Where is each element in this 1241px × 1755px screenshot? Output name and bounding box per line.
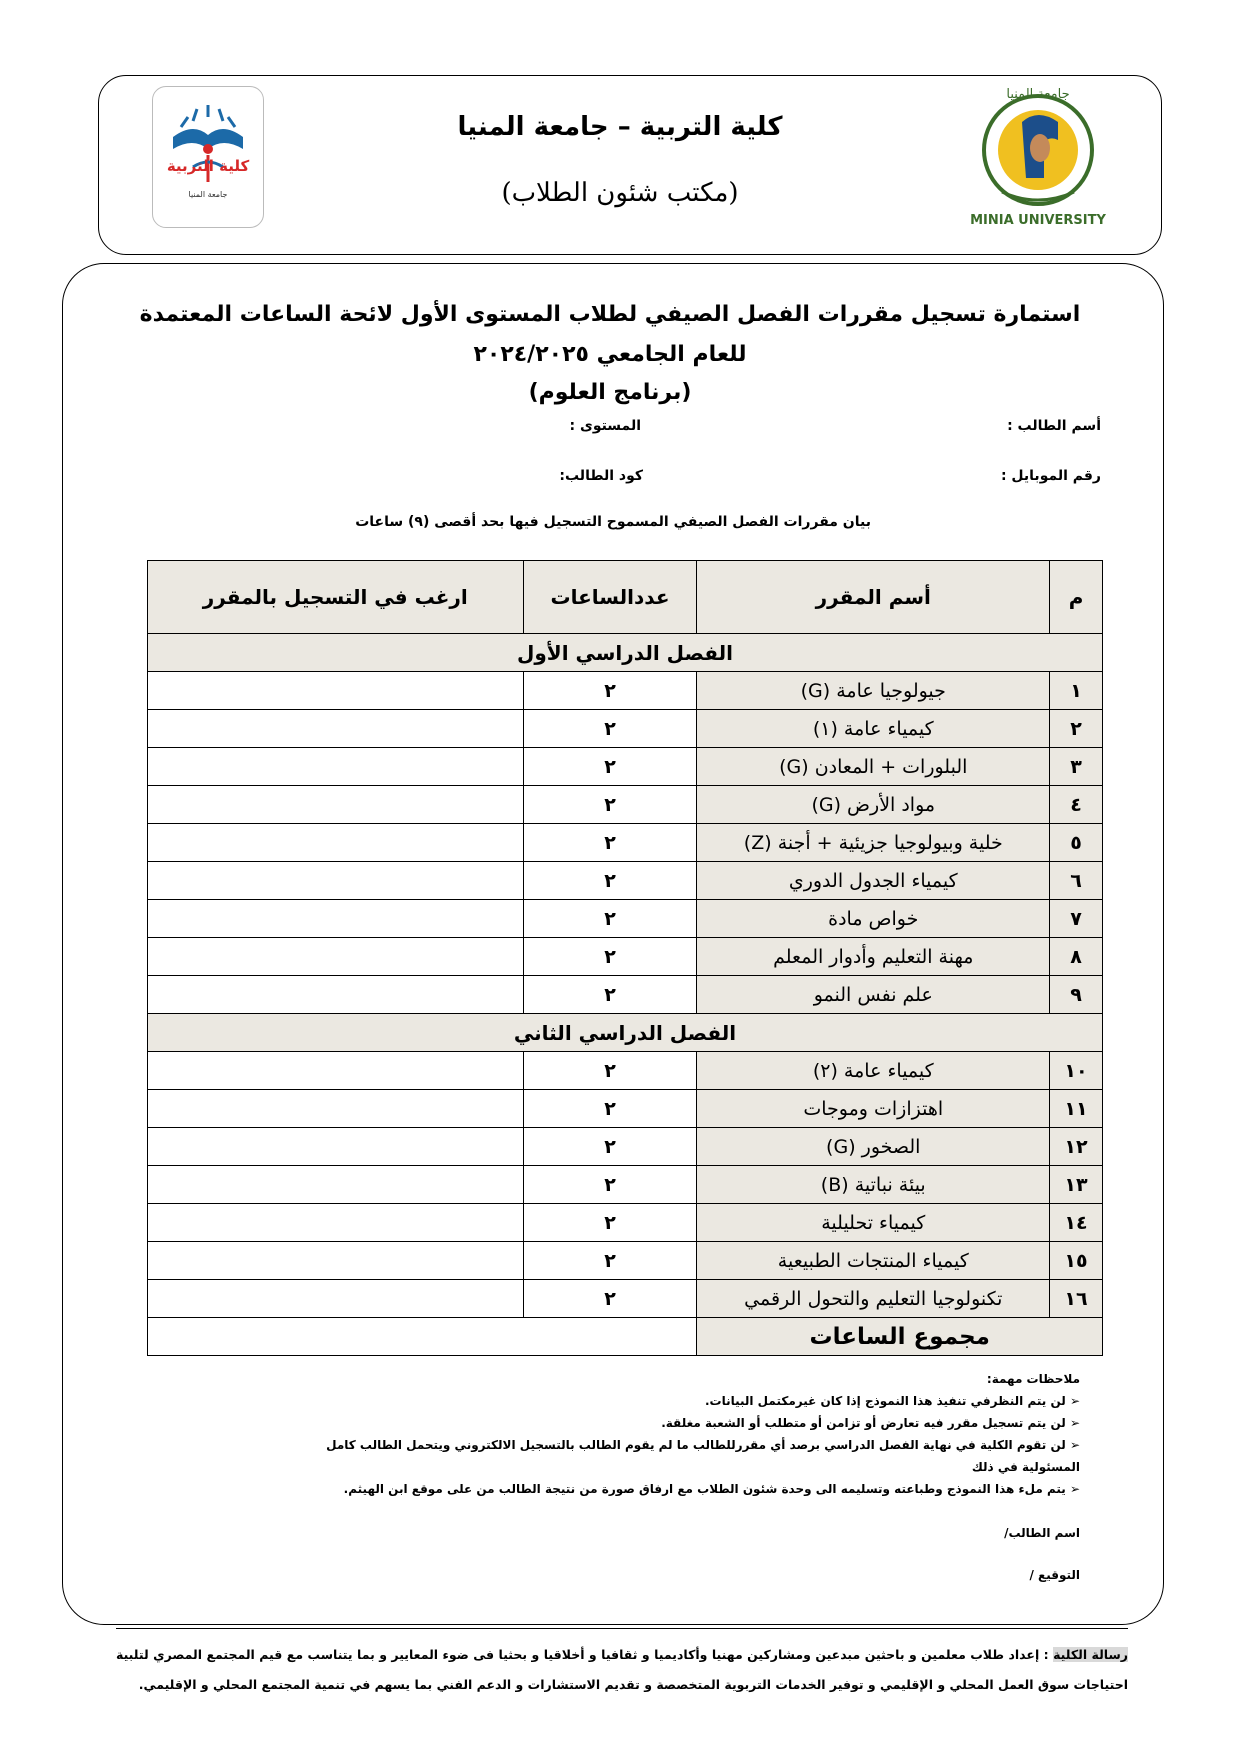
course-name: تكنولوجيا التعليم والتحول الرقمي [697,1280,1050,1318]
level-label: المستوى : [569,418,641,434]
course-name: مهنة التعليم وأدوار المعلم [697,938,1050,976]
register-cell[interactable] [148,1052,524,1090]
course-name: جيولوجيا عامة (G) [697,672,1050,710]
table-row [148,824,1103,862]
course-hours: ٢ [523,938,697,976]
footer-mission [116,1640,1128,1700]
register-cell[interactable] [148,748,524,786]
course-name: كيمياء تحليلية [697,1204,1050,1242]
course-hours: ٢ [523,862,697,900]
course-number: ٩ [1050,976,1103,1014]
course-number: ١٠ [1050,1052,1103,1090]
register-cell[interactable] [148,1128,524,1166]
register-cell[interactable] [148,824,524,862]
course-hours: ٢ [523,824,697,862]
header-num: م [1050,561,1103,634]
course-hours: ٢ [523,900,697,938]
course-number: ١ [1050,672,1103,710]
note-item: ➢ لن يتم النظرفي تنفيذ هذا النموذج إذا كان غيرمكتمل البيانات. [320,1390,1080,1412]
table-row [148,900,1103,938]
course-hours: ٢ [523,1128,697,1166]
register-cell[interactable] [148,1280,524,1318]
header-register: ارغب في التسجيل بالمقرر [148,561,524,634]
course-number: ٦ [1050,862,1103,900]
notes-section [320,1368,1080,1586]
table-row [148,1242,1103,1280]
student-code-label: كود الطالب: [559,468,643,484]
section-row [148,1014,1103,1052]
header-subtitle: (مكتب شئون الطلاب) [501,178,739,208]
table-caption: بيان مقررات الفصل الصيفي المسموح التسجيل فيها بحد أقصى (٩) ساعات [355,514,871,530]
footer-divider [116,1628,1128,1629]
student-name-label: أسم الطالب : [1007,418,1101,434]
course-hours: ٢ [523,748,697,786]
header-course: أسم المقرر [697,561,1050,634]
course-name: كيمياء عامة (١) [697,710,1050,748]
university-logo-text: MINIA UNIVERSITY [970,213,1106,228]
course-number: ٨ [1050,938,1103,976]
table-row [148,710,1103,748]
table-row [148,1280,1103,1318]
course-name: بيئة نباتية (B) [697,1166,1050,1204]
section-title: الفصل الدراسي الثاني [148,1014,1103,1052]
university-logo [966,82,1110,234]
course-hours: ٢ [523,1280,697,1318]
course-hours: ٢ [523,1242,697,1280]
course-name: كيمياء المنتجات الطبيعية [697,1242,1050,1280]
course-hours: ٢ [523,672,697,710]
course-hours: ٢ [523,1204,697,1242]
footer-label: رسالة الكلية [1053,1647,1128,1662]
course-number: ٤ [1050,786,1103,824]
faculty-logo-small: جامعة المنيا [188,190,228,199]
register-cell[interactable] [148,1242,524,1280]
university-logo-arabic: جامعة المنيا [1006,87,1070,102]
course-number: ١٤ [1050,1204,1103,1242]
course-name: علم نفس النمو [697,976,1050,1014]
register-cell[interactable] [148,710,524,748]
course-number: ٣ [1050,748,1103,786]
courses-table [147,560,1103,1356]
total-row [148,1318,1103,1356]
course-number: ١١ [1050,1090,1103,1128]
signature-name-label: اسم الطالب/ [1004,1526,1080,1540]
table-row [148,862,1103,900]
register-cell[interactable] [148,976,524,1014]
course-hours: ٢ [523,976,697,1014]
table-row [148,672,1103,710]
course-hours: ٢ [523,1166,697,1204]
table-header-row [148,561,1103,634]
table-row [148,748,1103,786]
table-row [148,938,1103,976]
register-cell[interactable] [148,1166,524,1204]
header-hours: عددالساعات [523,561,697,634]
course-name: خواص مادة [697,900,1050,938]
course-name: البلورات + المعادن (G) [697,748,1050,786]
table-row [148,1166,1103,1204]
course-name: خلية وبيولوجيا جزيئية + أجنة (Z) [697,824,1050,862]
course-number: ٧ [1050,900,1103,938]
register-cell[interactable] [148,862,524,900]
form-title-line1: استمارة تسجيل مقررات الفصل الصيفي لطلاب المستوى الأول لائحة الساعات المعتمدة [139,302,1081,327]
table-row [148,1090,1103,1128]
register-cell[interactable] [148,938,524,976]
header-title: كلية التربية – جامعة المنيا [457,112,783,142]
course-number: ١٥ [1050,1242,1103,1280]
table-row [148,1204,1103,1242]
footer-text: : إعداد طلاب معلمين و باحثين مبدعين ومشاركين مهنيا وأكاديميا و ثقافيا و أخلاقيا و بحثيا فى ضوء المعايير و بما يتناسب مع قيم المجتمع المصري لتلبية احتياجات سوق العمل المحلي و الإقليمي و توفير الخدمات التربوية المتخصصة و تقديم الاستشارات و الدعم الفني بما يسهم في تنمية المجتمع المحلي و الإقليمي. [116,1647,1128,1692]
course-name: الصخور (G) [697,1128,1050,1166]
total-hours-label: مجموع الساعات [697,1318,1103,1356]
table-row [148,976,1103,1014]
course-hours: ٢ [523,710,697,748]
course-hours: ٢ [523,1090,697,1128]
form-title-line3: (برنامج العلوم) [528,380,692,405]
signature-label: التوقيع / [1029,1568,1080,1582]
mobile-label: رقم الموبايل : [1000,468,1101,484]
faculty-logo-text: كلية التربية [166,157,250,175]
section-title: الفصل الدراسي الأول [148,634,1103,672]
course-name: اهتزازات وموجات [697,1090,1050,1128]
course-hours: ٢ [523,1052,697,1090]
course-number: ٥ [1050,824,1103,862]
faculty-logo [152,86,264,228]
note-item: ➢ يتم ملء هذا النموذج وطباعته وتسليمه الى وحدة شئون الطلاب مع ارفاق صورة من نتيجة الطالب من على موقع ابن الهيثم. [320,1478,1080,1500]
total-hours-value[interactable] [148,1318,697,1356]
note-item: ➢ لن تقوم الكلية في نهاية الفصل الدراسي برصد أي مقررللطالب ما لم يقوم الطالب بالتسجيل الالكتروني ويتحمل الطالب كامل المسئولية في ذلك [320,1434,1080,1478]
table-row [148,1128,1103,1166]
table-row [148,786,1103,824]
register-cell[interactable] [148,786,524,824]
register-cell[interactable] [148,672,524,710]
form-title-line2: للعام الجامعي ٢٠٢٤/٢٠٢٥ [473,342,747,367]
section-row [148,634,1103,672]
course-number: ٢ [1050,710,1103,748]
course-hours: ٢ [523,786,697,824]
course-name: كيمياء الجدول الدوري [697,862,1050,900]
course-number: ١٣ [1050,1166,1103,1204]
course-number: ١٦ [1050,1280,1103,1318]
note-item: ➢ لن يتم تسجيل مقرر فيه تعارض أو تزامن أو متطلب أو الشعبة مغلقة. [320,1412,1080,1434]
register-cell[interactable] [148,1204,524,1242]
register-cell[interactable] [148,900,524,938]
notes-heading: ملاحظات مهمة: [986,1372,1080,1386]
course-number: ١٢ [1050,1128,1103,1166]
table-row [148,1052,1103,1090]
register-cell[interactable] [148,1090,524,1128]
course-name: مواد الأرض (G) [697,786,1050,824]
course-name: كيمياء عامة (٢) [697,1052,1050,1090]
